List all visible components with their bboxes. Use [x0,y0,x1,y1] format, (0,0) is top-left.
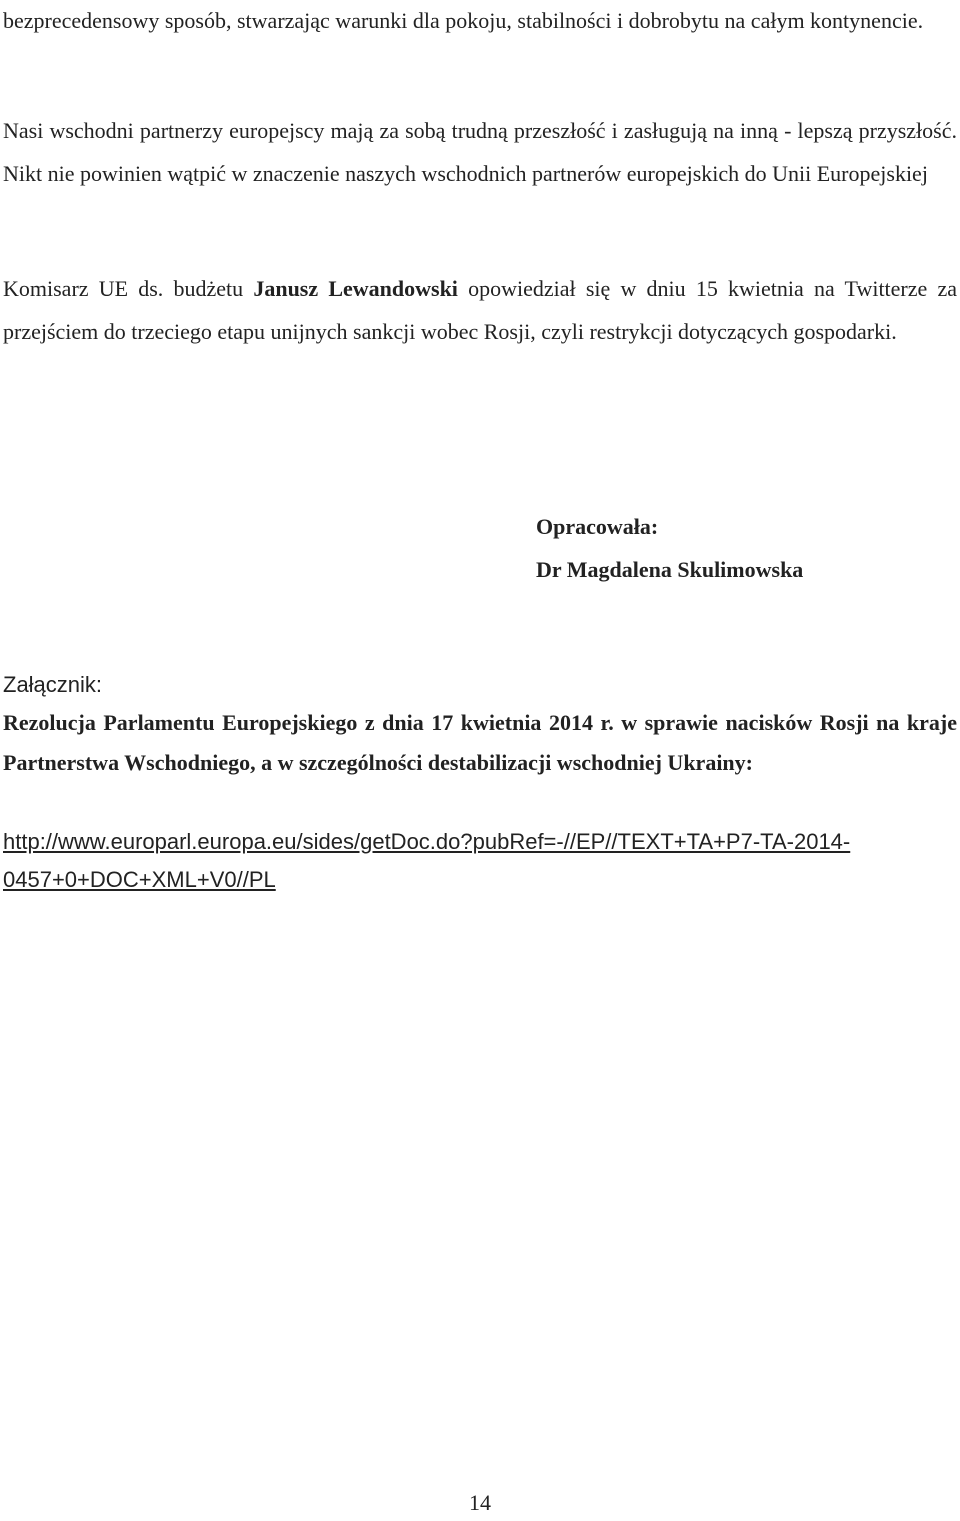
attachment-label: Załącznik: [3,672,103,697]
author-label: Opracowała: [536,514,659,539]
author-name: Dr Magdalena Skulimowska [536,557,804,582]
attachment-link-block [3,823,943,899]
paragraph-eastern-partners: Nasi wschodni partnerzy europejscy mają za sobą trudną przeszłość i zasługują na inną - lepszą przyszłość. Nikt nie powinien wątpić w znaczenie naszych wschodnich partnerów europejskich do Unii Europejskiej [3,118,957,186]
attachment-link-line1[interactable]: http://www.europarl.europa.eu/sides/getDoc.do?pubRef=-//EP//TEXT+TA+P7-TA-2014- [3,829,851,854]
attachment-title: Rezolucja Parlamentu Europejskiego z dnia 17 kwietnia 2014 r. w sprawie nacisków Rosji na kraje Partnerstwa Wschodniego, a w szczególności destabilizacji wschodniej Ukrainy: [3,710,957,775]
attachment-link-line2[interactable]: 0457+0+DOC+XML+V0//PL [3,867,276,892]
paragraph-stability: bezprecedensowy sposób, stwarzając warunki dla pokoju, stabilności i dobrobytu na całym kontynencie. [3,8,924,33]
attachment-link[interactable] [3,829,850,892]
author-block [536,505,803,591]
paragraph-lewandowski [3,267,957,353]
person-name-lewandowski: Janusz Lewandowski [253,276,458,301]
paragraph-lewandowski-body: opowiedział się w dniu 15 kwietnia na Twitterze za przejściem do trzeciego etapu unijnych sankcji wobec Rosji, czyli restrykcji dotyczących gospodarki. [3,276,958,344]
paragraph-lewandowski-intro: Komisarz UE ds. budżetu [3,276,254,301]
page-number: 14 [469,1490,491,1515]
